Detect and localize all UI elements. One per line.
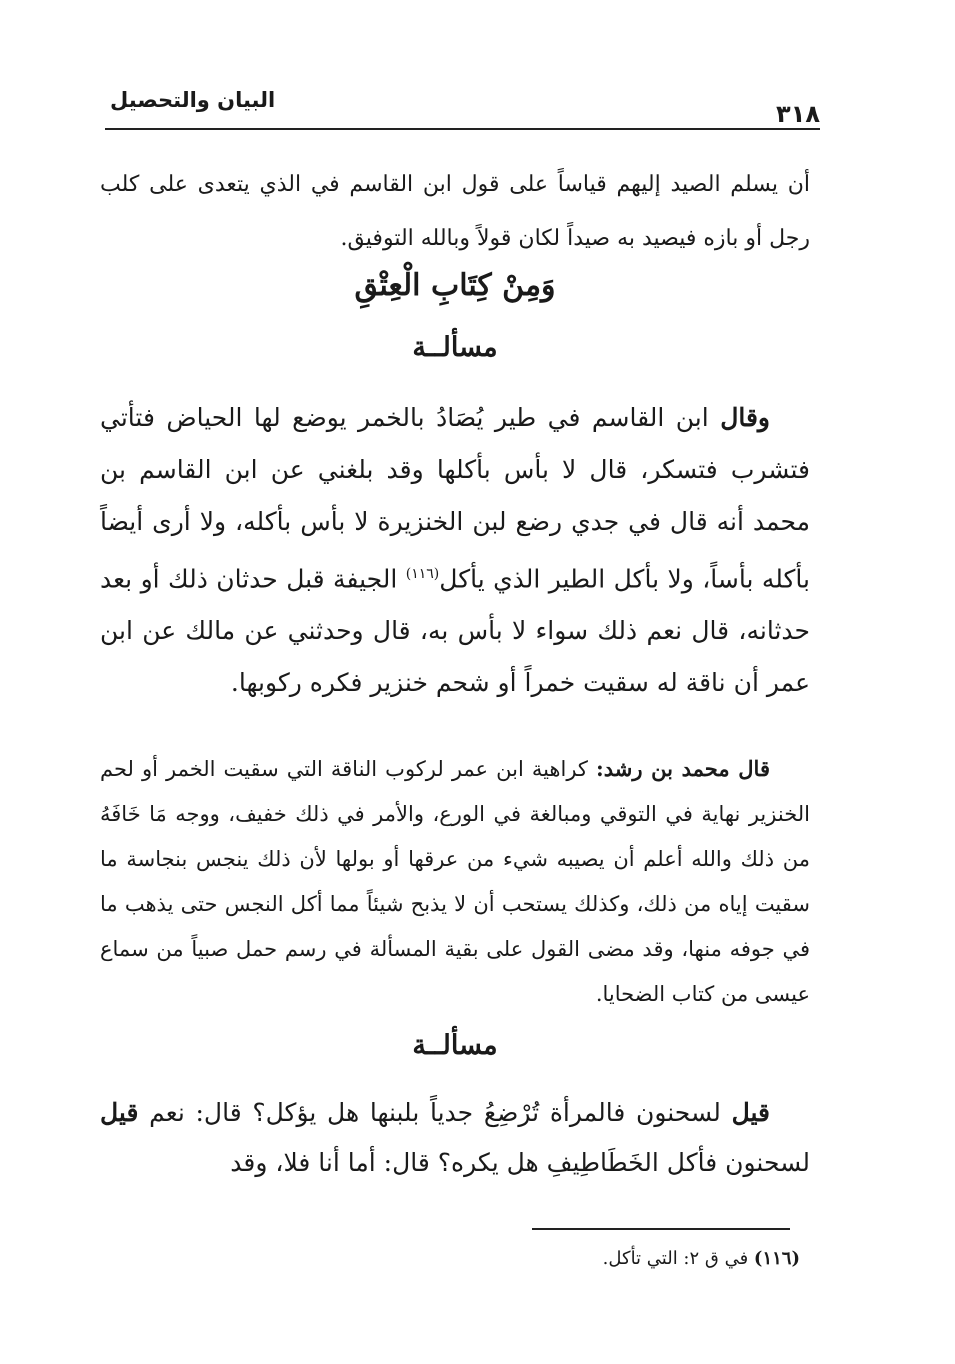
footnote-text: في ق ٢: التي تأكل. <box>602 1248 754 1269</box>
narration-lead: وقال <box>720 403 770 432</box>
question2-paragraph <box>100 1088 810 1188</box>
book-title: البيان والتحصيل <box>110 88 276 112</box>
commentary-text: كراهية ابن عمر لركوب الناقة التي سقيت الخمر أو لحم الخنزير نهاية في التوقي ومبالغة في الورع، والأمر في ذلك خفيف، ووجه مَا خَافَهُ من ذلك والله أعلم أن يصيبه شيء من عرقها أو بولها لأن ذلك ينجس بنجاسة ما سقيت إياه من ذلك، وكذلك يستحب أن لا يذبح شيئاً مما أكل النجس حتى يذهب ما في جوفه منها، وقد مضى القول على بقية المسألة في رسم حمل صبياً من سماع عيسى من كتاب الضحايا. <box>100 757 810 1006</box>
question2-lead-1: قيل <box>731 1098 770 1127</box>
footnote-reference[interactable]: (١١٦) <box>405 566 440 582</box>
narration-text-2: الجيفة قبل حدثان ذلك أو بعد حدثانه، قال نعم ذلك سواء لا بأس به، قال وحدثني عن مالك عن ابن عمر أن ناقة له سقيت خمراً أو شحم خنزير فكره ركوبها. <box>100 564 810 698</box>
narration-text-1: ابن القاسم في طير يُصَادُ بالخمر يوضع لها الحياض فتأتي فتشرب فتسكر، قال لا بأس بأكلها وقد بلغني عن ابن القاسم بن محمد أنه قال في جدي رضع لبن الخنزيرة لا بأس بأكله، ولا أرى أيضاً بأكله بأساً، ولا بأكل الطير الذي يأكل <box>100 403 810 594</box>
question2-text-1: لسحنون فالمرأة تُرْضِعُ جدياً بلبنها هل يؤكل؟ قال: نعم <box>138 1098 732 1127</box>
footnote-label: (١١٦) <box>753 1248 800 1269</box>
question2-lead-2: قيل <box>100 1098 139 1127</box>
running-header <box>105 78 820 130</box>
chapter-title: وَمِنْ كِتَابِ الْعِتْقِ <box>354 268 556 303</box>
page-number: ٣١٨ <box>776 100 820 128</box>
question-heading-2: مسألــة <box>412 1030 498 1061</box>
commentary-lead: قال محمد بن رشد: <box>595 756 770 781</box>
question-heading-1: مسألــة <box>412 332 498 363</box>
question2-text-2: لسحنون فأكل الخَطَاطِيفِ هل يكره؟ قال: أما أنا فلا، وقد <box>230 1148 810 1177</box>
narration-paragraph <box>100 392 810 709</box>
footnote-divider <box>532 1228 790 1230</box>
commentary-paragraph <box>100 746 810 1017</box>
intro-paragraph: أن يسلم الصيد إليهم قياساً على قول ابن القاسم في الذي يتعدى على كلب رجل أو بازه فيصيد به صيداً لكان قولاً وبالله التوفيق. <box>100 172 810 251</box>
footnote <box>300 1248 800 1269</box>
